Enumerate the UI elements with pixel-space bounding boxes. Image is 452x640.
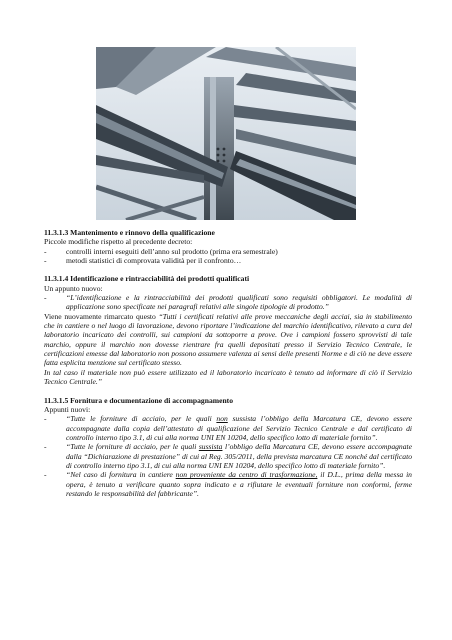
bullet-dash: - [44, 293, 47, 303]
list-item [44, 442, 412, 470]
quote-text-pre: “Tutte le forniture di acciaio, per le quali [66, 414, 212, 424]
list-item [44, 470, 412, 498]
bullet-dash: - [44, 442, 47, 452]
bullet-dash: - [44, 414, 47, 424]
list-item-text: metodi statistici di comprovata validità per il confronto… [66, 256, 242, 266]
section-heading: 11.3.1.5 Fornitura e documentazione di accompagnamento [44, 395, 233, 405]
list-item-text: controlli interni eseguiti dell’anno sul prodotto (prima era semestrale) [66, 246, 278, 256]
quote-text-pre: “Tutte le forniture di acciaio, per le quali [66, 442, 197, 452]
paragraph-lead: Viene nuovamente rimarcato questo [44, 311, 156, 321]
paragraph-quote: “Tutti i certificati relativi alle prove meccaniche degli acciai, sia in stabilimento che in cantiere o nel luogo di lavorazione, devono riportare l’indicazione del marchio identificativo, rilevato a cura del laboratorio incaricato dei controlli, sui campioni da sottoporre a prove. Ove i campioni fossero sprovvisti di tale marchio, oppure il marchio non dovesse rientrare fra quelli depositati presso il Servizio Tecnico Centrale, le certificazioni emesse dal laboratorio non possono assumere valenza ai sensi delle presenti Norme e di ciò ne deve essere fatta esplicita menzione sul certificato stesso. [44, 311, 412, 368]
quote-text-pre: “Nel caso di fornitura in cantiere [66, 470, 173, 480]
quote-text-underlined: sussista [198, 442, 223, 452]
paragraph-quote: In tal caso il materiale non può essere utilizzato ed il laboratorio incaricato è tenuto ad informare di ciò il Servizio Tecnico Centrale.” [44, 367, 412, 387]
section-heading: 11.3.1.3 Mantenimento e rinnovo della qualificazione [44, 228, 215, 237]
bullet-dash: - [44, 256, 47, 266]
section-intro: Appunti nuovi: [44, 404, 91, 414]
document-body [44, 228, 412, 498]
section-intro: Piccole modifiche rispetto al precedente decreto: [44, 237, 193, 247]
bullet-dash: - [44, 470, 47, 480]
section-heading: 11.3.1.4 Identificazione e rintracciabilità dei prodotti qualificati [44, 274, 250, 284]
bullet-dash: - [44, 246, 47, 256]
list-item [44, 256, 412, 265]
quote-text-underlined: non [216, 414, 228, 424]
quote-text-post: il D.L., prima della messa in opera, è tenuto a verificare quanto sopra indicato e a rifiutare le eventuali forniture non conformi, ferme restando le responsabilità del fabbricante”. [66, 470, 412, 498]
quote-text-post: l’obbligo della Marcatura CE, devono essere accompagnate dalla “Dichiarazione di prestazione” di cui al Reg. 305/2011, della prevista marcatura CE nonché dal certificato di controllo interno tipo 3.1, di cui alla norma UNI EN 10204, dello specifico lotto di materiale fornito”. [66, 442, 412, 470]
quote-text-underlined: non proveniente da centro di trasformazione, [175, 470, 318, 480]
paragraph [44, 312, 412, 368]
quote-text-post: sussista l’obbligo della Marcatura CE, devono essere accompagnate dalla copia dell’attestato di qualificazione del Servizio Tecnico Centrale e dal certificato di controllo interno tipo 3.1, di cui alla norma UNI EN 10204, dello specifico lotto di materiale fornito”. [66, 414, 413, 442]
section-intro: Un appunto nuovo: [44, 283, 103, 293]
quote-text: “L’identificazione e la rintracciabilità dei prodotti qualificati sono requisiti obbligatori. Le modalità di applicazione sono specificate nei paragrafi relativi alle singole tipologie di prodotto.” [66, 293, 412, 312]
list-item [44, 247, 412, 256]
list-item [44, 293, 412, 312]
list-item [44, 414, 412, 442]
steel-structure-photo [96, 47, 356, 220]
